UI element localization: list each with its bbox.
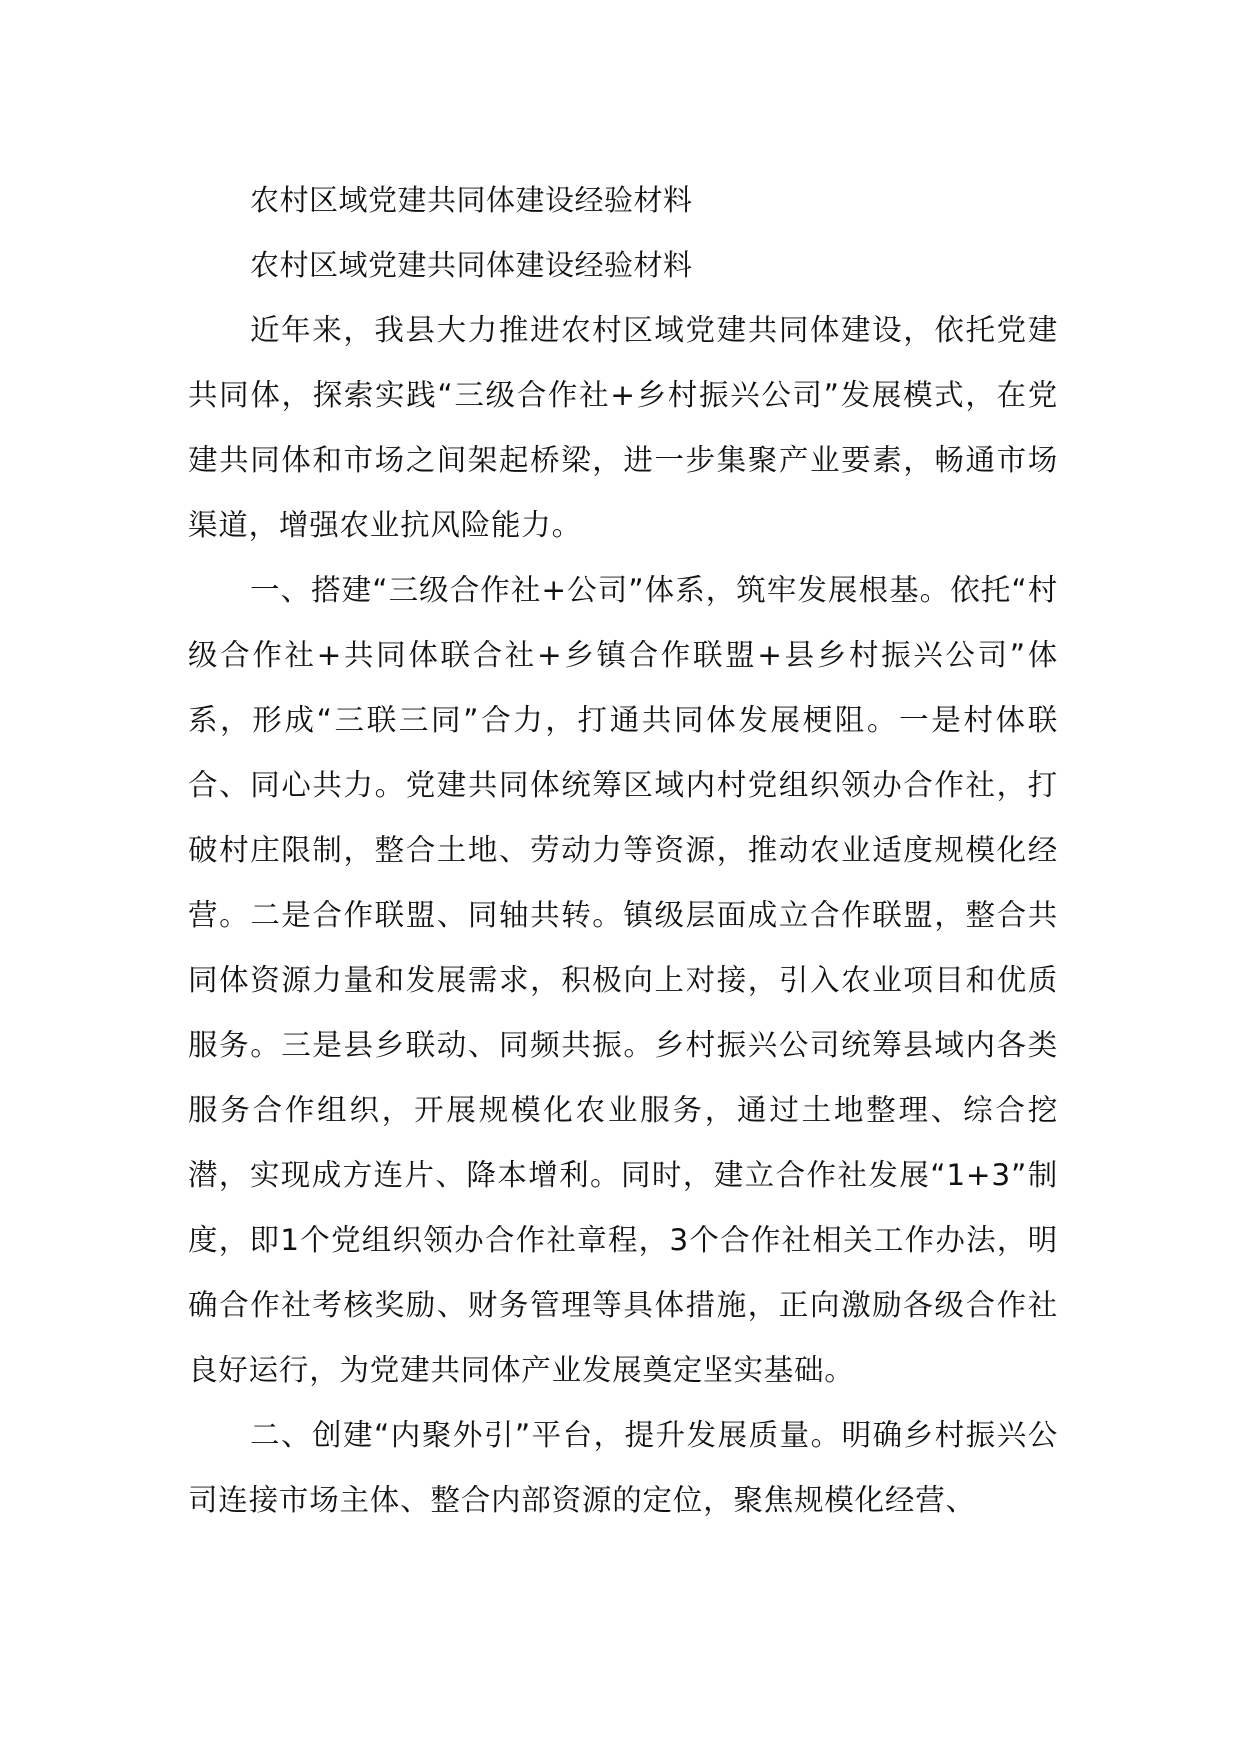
paragraph-section-two: 二、创建“内聚外引”平台，提升发展质量。明确乡村振兴公司连接市场主体、整合内部资源的定位，聚焦规模化经营、 [188,1418,1058,1517]
document-body [188,168,1058,1533]
paragraph-section-one: 一、搭建“三级合作社+公司”体系，筑牢发展根基。依托“村级合作社+共同体联合社+乡镇合作联盟+县乡村振兴公司”体系，形成“三联三同”合力，打通共同体发展梗阻。一是村体联合、同心共力。党建共同体统筹区域内村党组织领办合作社，打破村庄限制，整合土地、劳动力等资源，推动农业适度规模化经营。二是合作联盟、同轴共转。镇级层面成立合作联盟，整合共同体资源力量和发展需求，积极向上对接，引入农业项目和优质服务。三是县乡联动、同频共振。乡村振兴公司统筹县域内各类服务合作组织，开展规模化农业服务，通过土地整理、综合挖潜，实现成方连片、降本增利。同时，建立合作社发展“1+3”制度，即1个党组织领办合作社章程，3个合作社相关工作办法，明确合作社考核奖励、财务管理等具体措施，正向激励各级合作社良好运行，为党建共同体产业发展奠定坚实基础。 [188,573,1058,1387]
document-subtitle: 农村区域党建共同体建设经验材料 [250,248,693,282]
document-title: 农村区域党建共同体建设经验材料 [250,183,693,217]
paragraph-intro: 近年来，我县大力推进农村区域党建共同体建设，依托党建共同体，探索实践“三级合作社+乡村振兴公司”发展模式，在党建共同体和市场之间架起桥梁，进一步集聚产业要素，畅通市场渠道，增强农业抗风险能力。 [188,313,1058,542]
